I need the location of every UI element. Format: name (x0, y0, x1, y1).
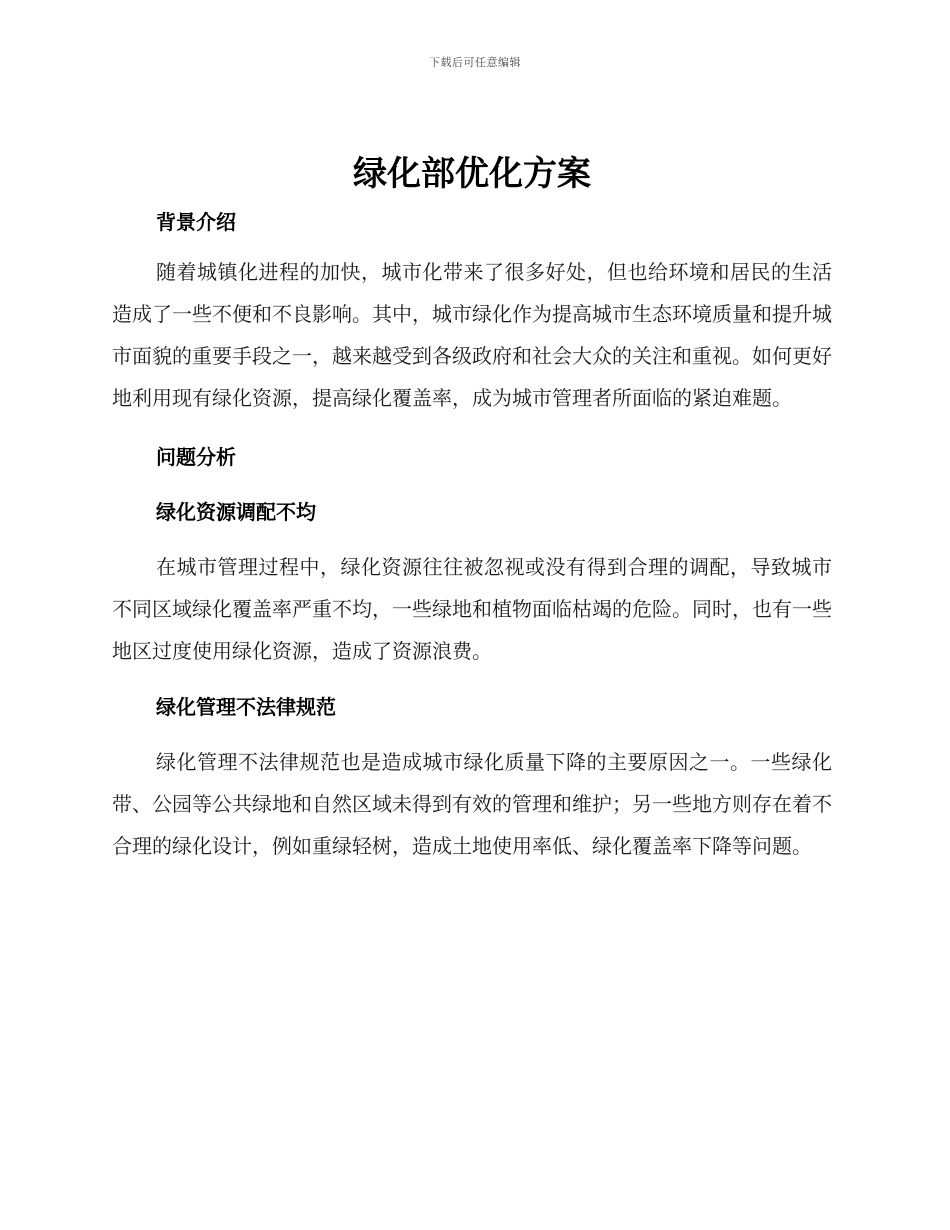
background-paragraph: 随着城镇化进程的加快，城市化带来了很多好处，但也给环境和居民的生活造成了一些不便和不良影响。其中，城市绿化作为提高城市生态环境质量和提升城市面貌的重要手段之一，越来越受到各级政府和社会大众的关注和重视。如何更好地利用现有绿化资源，提高绿化覆盖率，成为城市管理者所面临的紧迫难题。 (112, 260, 832, 410)
section-heading-background: 背景介绍 (156, 210, 236, 234)
section-heading-analysis: 问题分析 (156, 445, 236, 469)
page-header-note: 下载后可任意编辑 (429, 56, 521, 69)
subsection-heading-resource-allocation: 绿化资源调配不均 (156, 500, 316, 524)
resource-allocation-paragraph: 在城市管理过程中，绿化资源往往被忽视或没有得到合理的调配，导致城市不同区域绿化覆盖率严重不均，一些绿地和植物面临枯竭的危险。同时，也有一些地区过度使用绿化资源，造成了资源浪费。 (112, 555, 832, 663)
document-body (112, 148, 832, 867)
management-paragraph: 绿化管理不法律规范也是造成城市绿化质量下降的主要原因之一。一些绿化带、公园等公共绿地和自然区域未得到有效的管理和维护；另一些地方则存在着不合理的绿化设计，例如重绿轻树，造成土地使用率低、绿化覆盖率下降等问题。 (112, 750, 832, 858)
document-title: 绿化部优化方案 (353, 154, 591, 194)
subsection-heading-management: 绿化管理不法律规范 (156, 695, 336, 719)
